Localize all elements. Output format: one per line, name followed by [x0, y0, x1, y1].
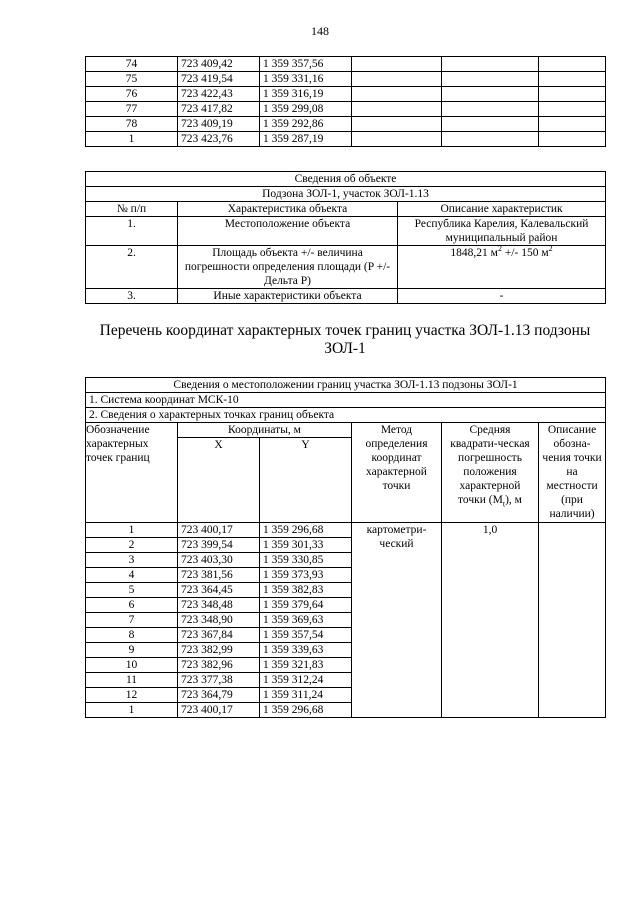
point-number: 76 [86, 87, 178, 102]
point-number: 11 [86, 673, 178, 688]
coord-x: 723 423,76 [178, 132, 260, 147]
table-row [86, 102, 606, 117]
row-number: 2. [86, 246, 178, 289]
coordinates-continuation-table [85, 56, 606, 147]
coord-y: 1 359 330,85 [260, 553, 352, 568]
coord-x: 723 382,96 [178, 658, 260, 673]
location-table [85, 377, 606, 718]
method-value: картометри-ческий [352, 523, 442, 718]
table-row [86, 57, 606, 72]
coord-y: 1 359 301,33 [260, 538, 352, 553]
empty-cell [442, 102, 539, 117]
point-number: 77 [86, 102, 178, 117]
coord-x: 723 399,54 [178, 538, 260, 553]
coord-x: 723 367,84 [178, 628, 260, 643]
point-number: 75 [86, 72, 178, 87]
table-row [86, 87, 606, 102]
table-row [86, 117, 606, 132]
coord-x: 723 364,45 [178, 583, 260, 598]
table-row [86, 72, 606, 87]
row-characteristic: Площадь объекта +/- величина погрешности определения площади (P +/- Дельта P) [178, 246, 398, 289]
coord-y: 1 359 373,93 [260, 568, 352, 583]
header-method: Метод определения координат характерной точки [352, 423, 442, 523]
point-number: 3 [86, 553, 178, 568]
coord-y: 1 359 316,19 [260, 87, 352, 102]
coord-x: 723 403,30 [178, 553, 260, 568]
point-number: 1 [86, 523, 178, 538]
coord-x: 723 382,99 [178, 643, 260, 658]
empty-cell [539, 72, 606, 87]
header-number: № п/п [86, 202, 178, 217]
header-accuracy [442, 423, 539, 523]
empty-cell [442, 117, 539, 132]
accuracy-sub: t [502, 499, 506, 509]
coord-x: 723 377,38 [178, 673, 260, 688]
point-number: 78 [86, 117, 178, 132]
coord-y: 1 359 357,54 [260, 628, 352, 643]
coord-y: 1 359 312,24 [260, 673, 352, 688]
empty-cell [539, 117, 606, 132]
area-error: +/- 150 м [501, 247, 549, 259]
point-number: 8 [86, 628, 178, 643]
empty-cell [442, 72, 539, 87]
row-value: - [398, 289, 606, 304]
coord-x: 723 422,43 [178, 87, 260, 102]
row-value [398, 246, 606, 289]
accuracy-value: 1,0 [442, 523, 539, 718]
empty-cell [352, 102, 442, 117]
empty-cell [352, 57, 442, 72]
accuracy-label: Средняя квадрати-ческая погрешность положения характерной точки (M [450, 424, 530, 506]
row-number: 3. [86, 289, 178, 304]
coord-y: 1 359 296,68 [260, 523, 352, 538]
coord-y: 1 359 321,83 [260, 658, 352, 673]
table-row [86, 523, 606, 538]
object-info-subtitle: Подзона ЗОЛ-1, участок ЗОЛ-1.13 [86, 187, 606, 202]
empty-cell [352, 87, 442, 102]
page-number: 148 [311, 24, 329, 38]
coord-x: 723 417,82 [178, 102, 260, 117]
point-number: 1 [86, 703, 178, 718]
coord-x: 723 400,17 [178, 523, 260, 538]
point-description-empty [539, 523, 606, 718]
coord-y: 1 359 287,19 [260, 132, 352, 147]
coord-y: 1 359 292,86 [260, 117, 352, 132]
accuracy-unit: ), м [505, 494, 522, 506]
table-row [86, 132, 606, 147]
area-unit-sup: 2 [497, 244, 502, 254]
point-number: 2 [86, 538, 178, 553]
empty-cell [442, 87, 539, 102]
coord-y: 1 359 299,08 [260, 102, 352, 117]
empty-cell [352, 72, 442, 87]
header-x: X [178, 438, 260, 523]
location-title: Сведения о местоположении границ участка ЗОЛ-1.13 подзоны ЗОЛ-1 [86, 378, 606, 393]
point-number: 9 [86, 643, 178, 658]
coord-y: 1 359 339,63 [260, 643, 352, 658]
row-number: 1. [86, 217, 178, 246]
empty-cell [352, 117, 442, 132]
object-info-title: Сведения об объекте [86, 172, 606, 187]
header-coordinates: Координаты, м [178, 423, 352, 438]
coord-y: 1 359 331,16 [260, 72, 352, 87]
points-title: 2. Сведения о характерных точках границ объекта [86, 408, 606, 423]
coord-y: 1 359 311,24 [260, 688, 352, 703]
point-number: 1 [86, 132, 178, 147]
section-heading: Перечень координат характерных точек границ участка ЗОЛ-1.13 подзоны ЗОЛ-1 [99, 322, 591, 357]
empty-cell [442, 132, 539, 147]
coord-x: 723 348,90 [178, 613, 260, 628]
coord-y: 1 359 382,83 [260, 583, 352, 598]
header-designation: Обозначение характерных точек границ [86, 423, 178, 523]
row-value: Республика Карелия, Калевальский муниципальный район [398, 217, 606, 246]
row-characteristic: Местоположение объекта [178, 217, 398, 246]
coord-y: 1 359 357,56 [260, 57, 352, 72]
object-info-table [85, 171, 606, 304]
coord-y: 1 359 379,64 [260, 598, 352, 613]
coord-x: 723 409,19 [178, 117, 260, 132]
point-number: 74 [86, 57, 178, 72]
area-error-sup: 2 [548, 244, 553, 254]
row-characteristic: Иные характеристики объекта [178, 289, 398, 304]
header-description: Описание характеристик [398, 202, 606, 217]
empty-cell [442, 57, 539, 72]
empty-cell [539, 57, 606, 72]
header-point-description: Описание обозна-чения точки на местности (при наличии) [539, 423, 606, 523]
header-y: Y [260, 438, 352, 523]
coord-x: 723 409,42 [178, 57, 260, 72]
point-number: 6 [86, 598, 178, 613]
point-number: 12 [86, 688, 178, 703]
point-number: 4 [86, 568, 178, 583]
coordinate-system: 1. Система координат МСК-10 [86, 393, 606, 408]
empty-cell [352, 132, 442, 147]
coord-x: 723 400,17 [178, 703, 260, 718]
coord-y: 1 359 369,63 [260, 613, 352, 628]
empty-cell [539, 87, 606, 102]
coord-x: 723 419,54 [178, 72, 260, 87]
coord-x: 723 364,79 [178, 688, 260, 703]
point-number: 5 [86, 583, 178, 598]
point-number: 7 [86, 613, 178, 628]
header-characteristic: Характеристика объекта [178, 202, 398, 217]
empty-cell [539, 102, 606, 117]
area-value: 1848,21 м [450, 247, 498, 259]
empty-cell [539, 132, 606, 147]
point-number: 10 [86, 658, 178, 673]
coord-y: 1 359 296,68 [260, 703, 352, 718]
coord-x: 723 381,56 [178, 568, 260, 583]
coord-x: 723 348,48 [178, 598, 260, 613]
